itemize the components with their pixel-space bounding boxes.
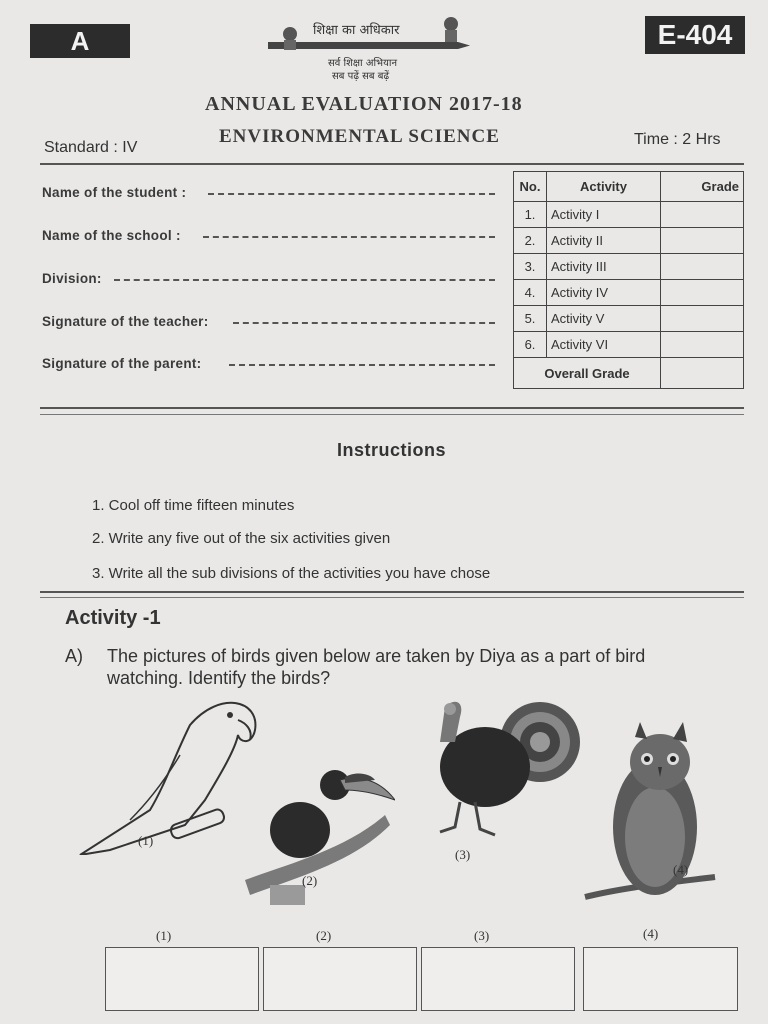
row-no: 1. [514,202,547,228]
image-label: (4) [673,862,689,877]
answer-box-2[interactable] [263,947,417,1011]
image-label: (1) [138,833,154,848]
logo-line-3: सब पढ़ें सब बढ़ें [332,71,390,82]
row-activity: Activity V [547,306,661,332]
section-divider-top [40,407,744,409]
exam-title: ANNUAL EVALUATION 2017-18 [205,93,523,115]
instruction-item: 3. Write all the sub divisions of the activities you have chose [92,565,491,582]
question-line-2: watching. Identify the birds? [107,668,331,688]
row-no: 5. [514,306,547,332]
grade-table-header [514,172,744,202]
question-label: A) [65,646,83,666]
standard-label: Standard : IV [44,139,138,156]
row-no: 2. [514,228,547,254]
answer-label: (2) [316,928,332,943]
table-row [514,280,744,306]
row-grade-cell[interactable] [661,202,744,228]
row-grade-cell[interactable] [661,254,744,280]
section-divider-bottom [40,414,744,415]
answer-box-1[interactable] [105,947,259,1011]
row-no: 6. [514,332,547,358]
answer-label: (3) [474,928,490,943]
teacher-signature-line[interactable] [233,322,495,324]
row-activity: Activity IV [547,280,661,306]
overall-row [514,358,744,389]
question-line-1: The pictures of birds given below are taken by Diya as a part of bird [107,646,646,666]
logo-line-2: सर्व शिक्षा अभियान [328,58,398,69]
row-grade-cell[interactable] [661,306,744,332]
overall-label: Overall Grade [514,358,661,389]
parent-signature-label: Signature of the parent: [42,356,202,371]
series-badge: A [30,24,130,58]
answer-label: (4) [643,926,659,941]
row-no: 3. [514,254,547,280]
row-grade-cell[interactable] [661,280,744,306]
ssa-logo [258,12,473,84]
logo-line-1: शिक्षा का अधिकार [313,23,400,38]
row-grade-cell[interactable] [661,228,744,254]
parent-signature-line[interactable] [229,364,495,366]
activity-title: Activity -1 [65,607,161,629]
paper-code-badge: E-404 [645,16,745,54]
grade-table [513,171,744,389]
row-no: 4. [514,280,547,306]
division-line[interactable] [114,279,495,281]
parrot-icon [70,695,260,855]
row-activity: Activity III [547,254,661,280]
overall-grade-cell[interactable] [661,358,744,389]
table-row [514,202,744,228]
instructions-heading: Instructions [337,440,447,460]
student-name-label: Name of the student : [42,185,187,200]
row-activity: Activity I [547,202,661,228]
owl-icon [565,717,725,912]
student-name-line[interactable] [208,193,495,195]
school-name-label: Name of the school : [42,228,181,243]
header-divider [40,163,744,165]
answer-box-4[interactable] [583,947,738,1011]
table-row [514,254,744,280]
row-activity: Activity VI [547,332,661,358]
col-grade: Grade [661,172,744,202]
subject-title: ENVIRONMENTAL SCIENCE [219,126,500,147]
turkey-icon [420,697,580,842]
division-label: Division: [42,271,102,286]
hornbill-icon [245,765,395,905]
image-label: (2) [302,873,318,888]
table-row [514,332,744,358]
table-row [514,306,744,332]
time-label: Time : 2 Hrs [634,131,721,148]
row-grade-cell[interactable] [661,332,744,358]
instruction-item: 2. Write any five out of the six activities given [92,530,391,547]
row-activity: Activity II [547,228,661,254]
activity-divider-bottom [40,597,744,598]
activity-divider-top [40,591,744,593]
answer-box-3[interactable] [421,947,575,1011]
col-no: No. [514,172,547,202]
school-name-line[interactable] [203,236,495,238]
col-activity: Activity [547,172,661,202]
table-row [514,228,744,254]
teacher-signature-label: Signature of the teacher: [42,314,209,329]
image-label: (3) [455,847,471,862]
answer-label: (1) [156,928,172,943]
instruction-item: 1. Cool off time fifteen minutes [92,497,295,514]
